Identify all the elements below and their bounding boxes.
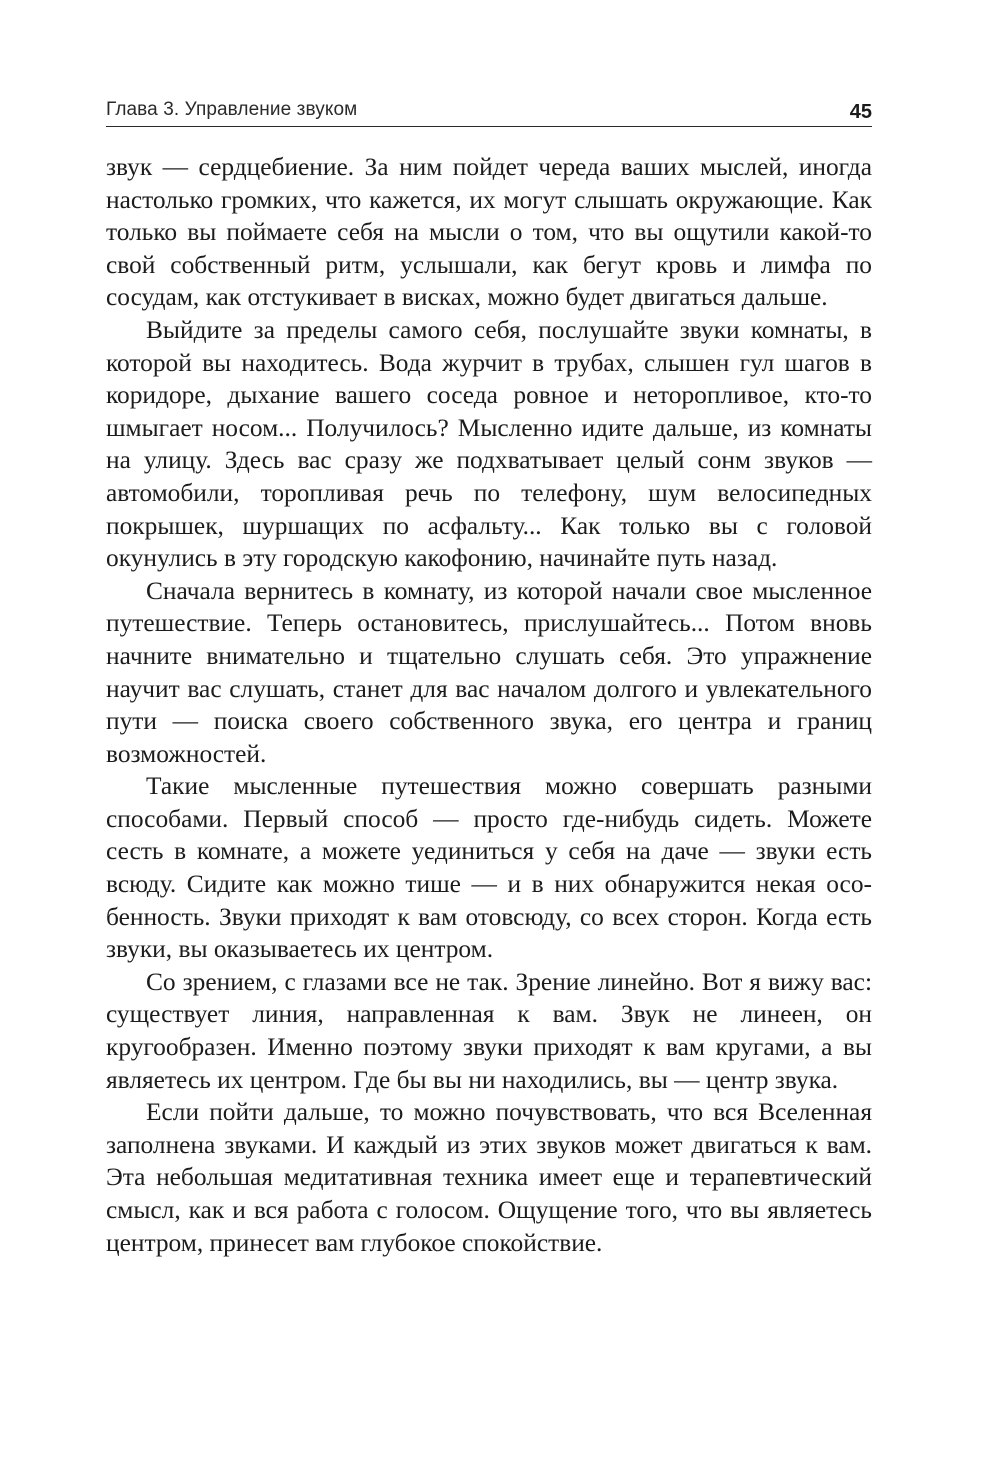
running-header xyxy=(106,96,872,127)
book-page xyxy=(106,96,872,1259)
paragraph: звук — сердцебиение. За ним пойдет череда ваших мыслей, иногда настолько громких, что кажется, их могут слышать окружающие. Как только вы поймаете себя на мысли о том, что вы ощутили какой-то свой собственный ритм, услышали, как бегут кровь и лимфа по сосудам, как отстукивает в висках, можно будет двигаться дальше. xyxy=(106,153,872,312)
paragraph: Сначала вернитесь в комнату, из которой начали свое мысленное путешествие. Теперь остановитесь, прислушайтесь... Потом вновь начните внимательно и тщательно слушать себя. Это упражнение научит вас слушать, станет для вас началом долгого и увлекательного пути — поиска своего собственного звука, его центра и границ возможностей. xyxy=(106,576,872,768)
body-text xyxy=(106,151,872,1259)
page-number: 45 xyxy=(849,101,872,123)
paragraph: Со зрением, с глазами все не так. Зрение линейно. Вот я вижу вас: существует линия, направленная к вам. Звук не линеен, он кругообразен. Именно поэтому звуки приходят к вам кругами, а вы являетесь их центром. Где бы вы ни находились, вы — центр звука. xyxy=(106,967,872,1094)
paragraph: Если пойти дальше, то можно почувствовать, что вся Вселенная заполнена звуками. И каждый из этих звуков может двигаться к вам. Эта небольшая медитативная техника имеет еще и терапевтический смысл, как и вся работа с голосом. Ощущение того, что вы являетесь центром, принесет вам глубокое спокойствие. xyxy=(106,1098,872,1257)
paragraph: Выйдите за пределы самого себя, послушайте звуки комнаты, в которой вы находитесь. Вода журчит в трубах, слышен гул шагов в коридоре, дыхание вашего соседа ровное и неторопливое, кто-то шмыгает носом... Получилось? Мысленно идите дальше, из комнаты на улицу. Здесь вас сразу же подхватывает целый сонм звуков — автомобили, торопливая речь по телефону, шум велосипедных покрышек, шуршащих по асфальту... Как только вы с головой окунулись в эту городскую какофонию, начинайте путь назад. xyxy=(106,315,872,573)
chapter-title: Глава 3. Управление звуком xyxy=(106,99,358,120)
paragraph: Такие мысленные путешествия можно совершать разными способами. Первый способ — просто где-нибудь сидеть. Можете сесть в комнате, а можете уединиться у себя на даче — звуки есть всюду. Сидите как можно тише — и в них обнаружится некая особенность. Звуки приходят к вам отовсюду, со всех сторон. Когда есть звуки, вы оказываетесь их центром. xyxy=(106,772,872,964)
